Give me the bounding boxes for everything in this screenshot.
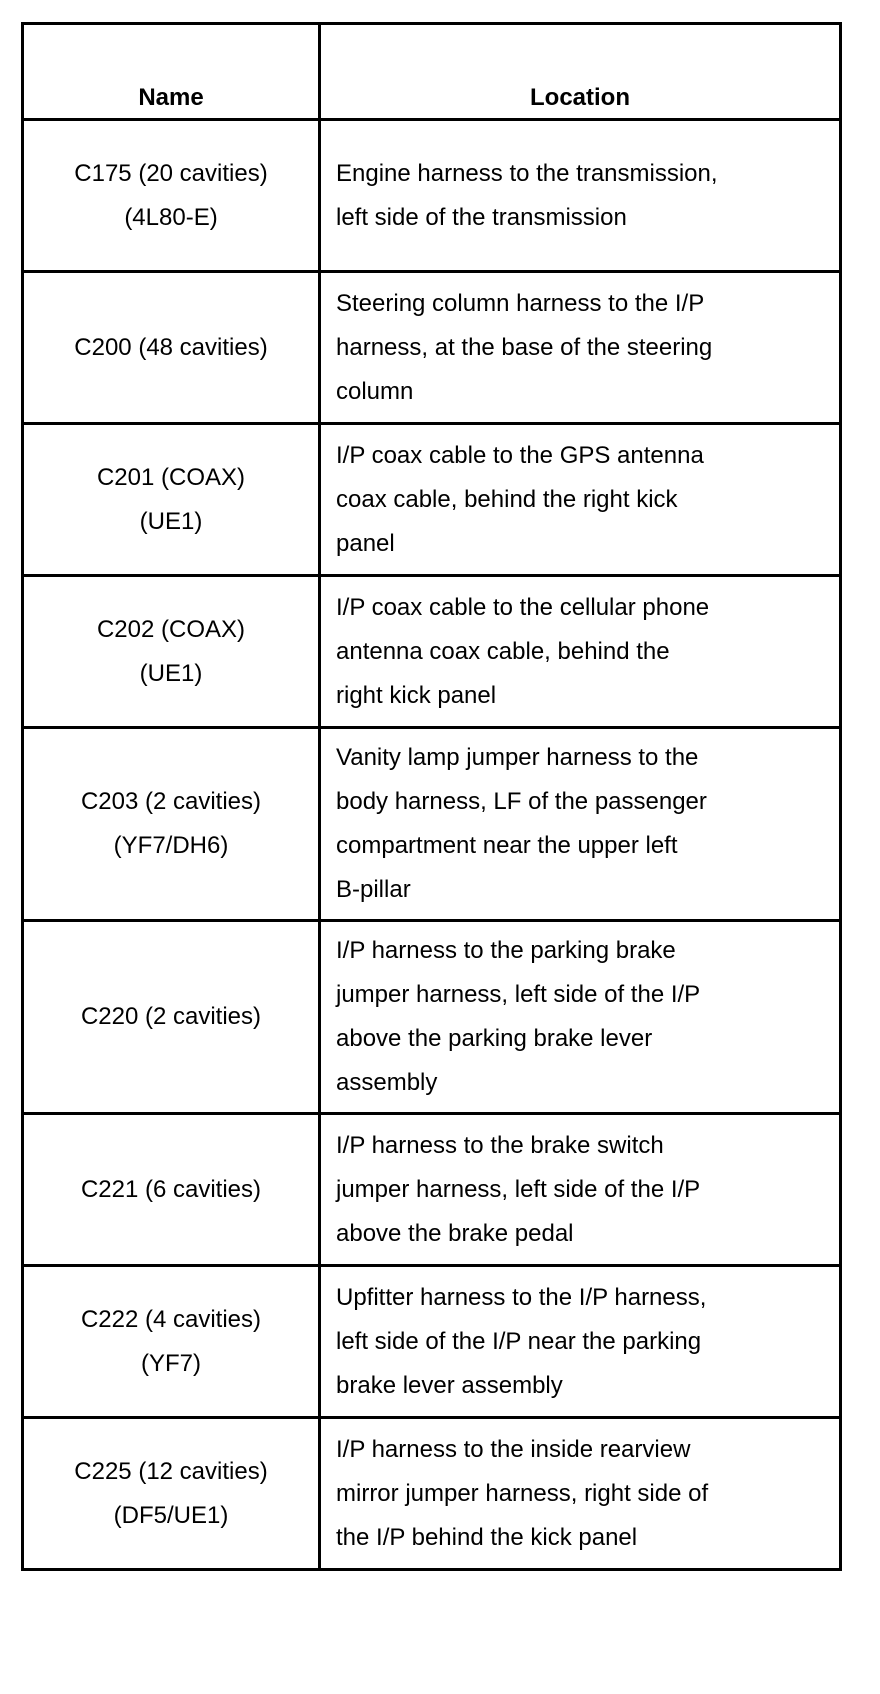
- location-text-line: Upfitter harness to the I/P harness,: [336, 1283, 707, 1311]
- table-row: [23, 120, 841, 272]
- table-row: [23, 921, 841, 1114]
- table-row: [23, 272, 841, 424]
- connector-name-cell: [23, 576, 320, 728]
- location-text-line: antenna coax cable, behind the: [336, 637, 670, 665]
- connector-name-cell: [23, 1114, 320, 1266]
- connector-option-text: (4L80-E): [124, 203, 218, 231]
- connector-name-text: C225 (12 cavities): [74, 1457, 268, 1485]
- connector-location-cell: [320, 728, 841, 921]
- location-text-line: I/P coax cable to the cellular phone: [336, 593, 710, 621]
- connector-name-cell: [23, 728, 320, 921]
- location-text-line: I/P harness to the brake switch: [336, 1131, 664, 1159]
- connector-name-cell: [23, 921, 320, 1114]
- location-text-line: left side of the transmission: [336, 203, 627, 231]
- connector-name-cell: [23, 1266, 320, 1418]
- connector-name-cell: [23, 424, 320, 576]
- location-text-line: Steering column harness to the I/P: [336, 289, 705, 317]
- connector-name-text: C201 (COAX): [96, 463, 246, 491]
- table-row: [23, 728, 841, 921]
- connector-location-cell: [320, 1418, 841, 1570]
- connector-name-text: C200 (48 cavities): [74, 333, 268, 361]
- location-text-line: jumper harness, left side of the I/P: [336, 981, 701, 1008]
- location-text-line: coax cable, behind the right kick: [336, 485, 678, 513]
- location-text-line: B-pillar: [336, 876, 411, 903]
- table-row: [23, 1418, 841, 1570]
- connector-location-cell: [320, 1266, 841, 1418]
- location-text-line: body harness, LF of the passenger: [336, 788, 707, 815]
- location-text-line: the I/P behind the kick panel: [336, 1523, 638, 1551]
- table-row: [23, 576, 841, 728]
- connector-location-cell: [320, 576, 841, 728]
- connector-option-text: (DF5/UE1): [113, 1501, 229, 1529]
- connector-name-cell: [23, 272, 320, 424]
- connector-location-cell: [320, 424, 841, 576]
- connector-option-text: (YF7/DH6): [113, 832, 229, 859]
- location-text-line: I/P coax cable to the GPS antenna: [336, 441, 704, 469]
- connector-name-text: C220 (2 cavities): [80, 1003, 262, 1030]
- location-text-line: I/P harness to the inside rearview: [336, 1435, 691, 1463]
- connector-location-cell: [320, 921, 841, 1114]
- connector-option-text: (UE1): [139, 507, 203, 535]
- location-text-line: compartment near the upper left: [336, 832, 678, 859]
- location-text-line: column: [336, 377, 414, 405]
- table-row: [23, 424, 841, 576]
- location-text-line: I/P harness to the parking brake: [336, 937, 676, 964]
- name-column-header: Name: [23, 24, 320, 120]
- connector-location-table: [21, 22, 842, 1571]
- connector-location-cell: [320, 272, 841, 424]
- connector-name-text: C175 (20 cavities): [74, 159, 268, 187]
- location-text-line: brake lever assembly: [336, 1371, 563, 1399]
- location-text-line: above the parking brake lever: [336, 1025, 653, 1052]
- table-row: [23, 1114, 841, 1266]
- location-text-line: left side of the I/P near the parking: [336, 1327, 702, 1355]
- connector-name-text: C222 (4 cavities): [80, 1305, 262, 1333]
- location-text-line: panel: [336, 529, 395, 557]
- location-text-line: jumper harness, left side of the I/P: [336, 1175, 701, 1203]
- table-row: [23, 1266, 841, 1418]
- connector-location-cell: [320, 1114, 841, 1266]
- connector-name-cell: [23, 120, 320, 272]
- location-text-line: harness, at the base of the steering: [336, 333, 713, 361]
- connector-name-text: C203 (2 cavities): [80, 788, 262, 815]
- location-text-line: mirror jumper harness, right side of: [336, 1479, 709, 1507]
- connector-name-text: C221 (6 cavities): [80, 1175, 262, 1203]
- location-text-line: above the brake pedal: [336, 1219, 574, 1247]
- location-text-line: Vanity lamp jumper harness to the: [336, 744, 699, 771]
- connector-location-cell: [320, 120, 841, 272]
- header-row: [23, 24, 841, 120]
- connector-name-text: C202 (COAX): [96, 615, 246, 643]
- location-text-line: right kick panel: [336, 681, 497, 709]
- connector-name-cell: [23, 1418, 320, 1570]
- location-column-header: Location: [320, 24, 841, 120]
- location-text-line: assembly: [336, 1069, 438, 1096]
- connector-option-text: (YF7): [141, 1349, 201, 1377]
- location-text-line: Engine harness to the transmission,: [336, 159, 718, 187]
- connector-option-text: (UE1): [139, 659, 203, 687]
